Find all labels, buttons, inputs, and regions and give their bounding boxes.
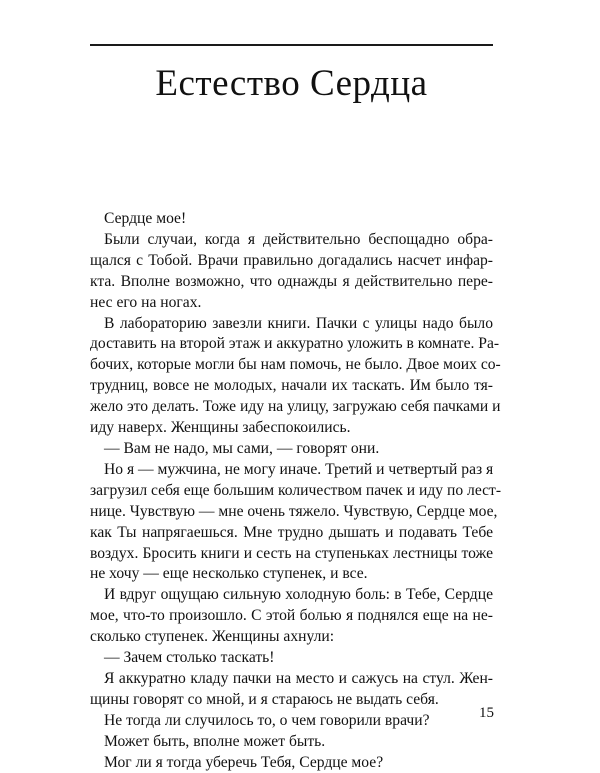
text-line: Мог ли я тогда уберечь Тебя, Сердце мое? (104, 753, 384, 771)
text-line: нес его на ногах. (90, 293, 202, 311)
paragraph (90, 460, 502, 585)
text-line: Но я — мужчина, не могу иначе. Третий и четвертый раз я (104, 460, 494, 478)
text-line: В лабораторию завезли книги. Пачки с улицы надо было (104, 314, 493, 332)
body-text (90, 209, 502, 773)
text-line: загрузил себя еще большим количеством пачек и иду по лест- (90, 481, 502, 499)
text-line: воздух. Бросить книги и сесть на ступеньках лестницы тоже (90, 544, 493, 562)
paragraph (90, 439, 493, 460)
chapter-title: Естество Сердца (155, 63, 428, 104)
text-line: щины говорят со мной, и я стараюсь не выдать себя. (90, 690, 439, 708)
paragraph (90, 314, 501, 439)
text-line: И вдруг ощущаю сильную холодную боль: в Тебе, Сердце (104, 586, 493, 604)
text-line: трудниц, вовсе не молодых, начали их таскать. Им было тя- (90, 377, 493, 395)
text-line: как Ты напрягаешься. Мне трудно дышать и подавать Тебе (90, 523, 493, 541)
paragraph (90, 230, 493, 314)
text-line: жело это делать. Тоже иду на улицу, загружаю себя пачками и (90, 398, 501, 416)
paragraph (90, 711, 493, 732)
text-line: — Вам не надо, мы сами, — говорят они. (104, 439, 380, 457)
paragraph (90, 585, 493, 648)
paragraph (90, 753, 493, 773)
text-line: Сердце мое! (104, 210, 187, 227)
text-line: — Зачем столько таскать! (104, 649, 275, 667)
text-line: доставить на второй этаж и аккуратно уложить в комнате. Ра- (90, 335, 500, 353)
text-line: бочих, которые могли бы нам помочь, не было. Двое моих со- (90, 356, 501, 374)
text-line: не хочу — еще несколько ступенек, и все. (90, 565, 368, 583)
text-line: сколько ступенек. Женщины ахнули: (90, 628, 335, 646)
text-line: мое, что-то произошло. С этой болью я поднялся еще на не- (90, 607, 493, 625)
text-line: Не тогда ли случилось то, о чем говорили врачи? (104, 711, 430, 729)
header-rule (90, 44, 493, 46)
paragraph (90, 648, 493, 669)
paragraph (90, 209, 493, 230)
text-line: кта. Вполне возможно, что однажды я действительно пере- (90, 272, 493, 290)
text-line: Я аккуратно кладу пачки на место и сажусь на стул. Жен- (104, 669, 493, 687)
paragraph (90, 732, 493, 753)
text-line: нице. Чувствую — мне очень тяжело. Чувствую, Сердце мое, (90, 502, 498, 520)
text-line: Может быть, вполне может быть. (104, 732, 326, 750)
paragraph (90, 669, 493, 711)
text-line: иду наверх. Женщины забеспокоились. (90, 419, 351, 437)
text-line: щался с Тобой. Врачи правильно догадались насчет инфар- (90, 251, 493, 269)
text-line: Были случаи, когда я действительно беспощадно обра- (104, 230, 493, 248)
page-number: 15 (479, 705, 494, 721)
